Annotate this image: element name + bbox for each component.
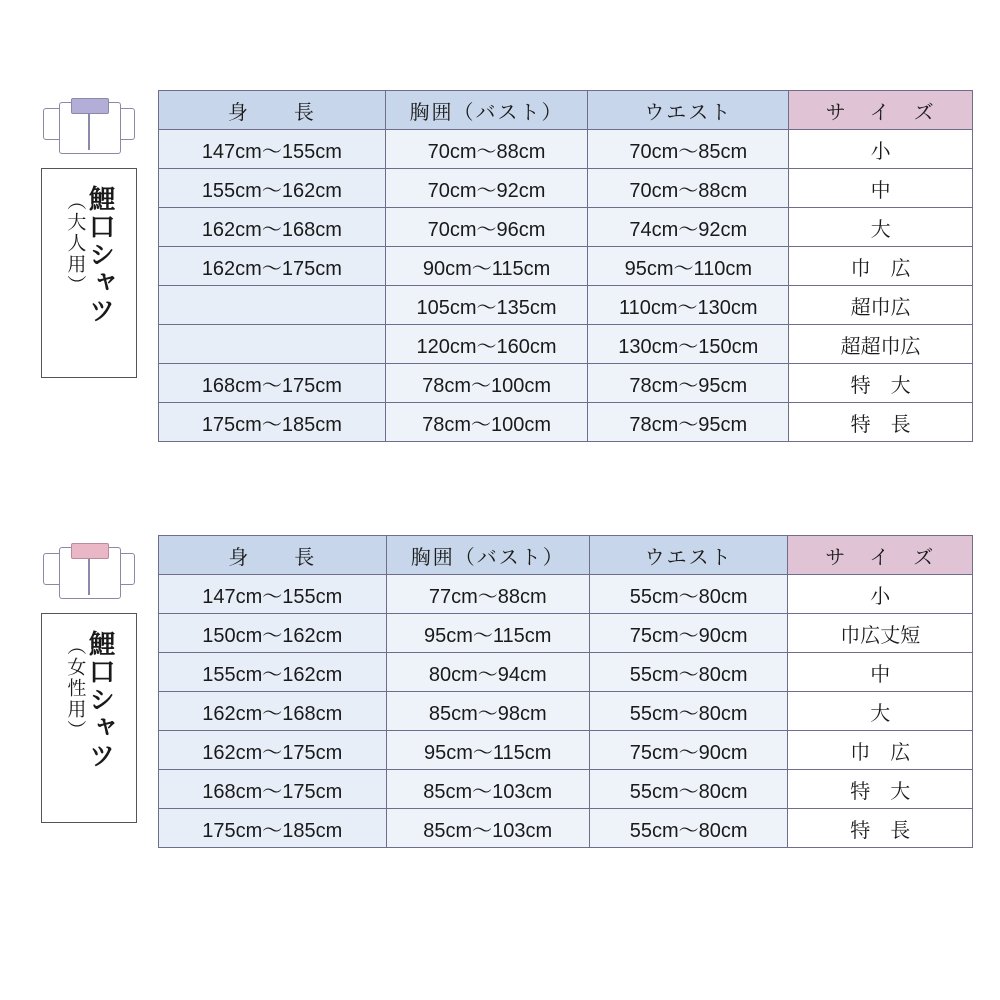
table-row <box>159 286 973 325</box>
cell-bust: 105cm〜135cm <box>385 286 588 325</box>
product-label-women <box>41 613 137 823</box>
product-label-adult <box>41 168 137 378</box>
cell-bust: 80cm〜94cm <box>386 653 589 692</box>
cell-waist: 75cm〜90cm <box>589 731 788 770</box>
cell-height: 162cm〜168cm <box>159 692 387 731</box>
cell-size: 中 <box>788 653 973 692</box>
column-header-size: サ イ ズ <box>788 536 973 575</box>
size-table-adult <box>158 90 973 442</box>
column-header-height: 身 長 <box>159 536 387 575</box>
cell-waist: 74cm〜92cm <box>588 208 789 247</box>
cell-height: 147cm〜155cm <box>159 130 386 169</box>
cell-height: 155cm〜162cm <box>159 169 386 208</box>
cell-waist: 55cm〜80cm <box>589 809 788 848</box>
cell-size: 巾 広 <box>788 731 973 770</box>
cell-bust: 70cm〜96cm <box>385 208 588 247</box>
cell-size: 大 <box>789 208 973 247</box>
shirt-placket <box>88 555 90 595</box>
column-header-bust: 胸囲（バスト） <box>385 91 588 130</box>
cell-size: 超巾広 <box>789 286 973 325</box>
table-row <box>159 731 973 770</box>
table-row <box>159 653 973 692</box>
cell-waist: 55cm〜80cm <box>589 575 788 614</box>
cell-size: 超超巾広 <box>789 325 973 364</box>
column-header-bust: 胸囲（バスト） <box>386 536 589 575</box>
column-header-waist: ウエスト <box>588 91 789 130</box>
cell-size: 小 <box>789 130 973 169</box>
table-row <box>159 575 973 614</box>
cell-waist: 70cm〜85cm <box>588 130 789 169</box>
cell-size: 中 <box>789 169 973 208</box>
koiguchi-shirt-icon-women <box>43 543 135 599</box>
koiguchi-shirt-icon-adult <box>43 98 135 154</box>
cell-height: 155cm〜162cm <box>159 653 387 692</box>
table-row <box>159 247 973 286</box>
cell-height-empty <box>159 325 386 364</box>
cell-waist: 55cm〜80cm <box>589 653 788 692</box>
cell-bust: 85cm〜103cm <box>386 770 589 809</box>
cell-size: 大 <box>788 692 973 731</box>
cell-size: 特 大 <box>789 364 973 403</box>
cell-height: 175cm〜185cm <box>159 403 386 442</box>
cell-bust: 120cm〜160cm <box>385 325 588 364</box>
cell-bust: 95cm〜115cm <box>386 614 589 653</box>
table-row <box>159 692 973 731</box>
product-name-women: 鯉口シャツ <box>85 630 116 770</box>
cell-waist: 95cm〜110cm <box>588 247 789 286</box>
cell-height: 168cm〜175cm <box>159 364 386 403</box>
cell-waist: 110cm〜130cm <box>588 286 789 325</box>
label-column-women <box>34 535 144 823</box>
cell-size: 特 長 <box>788 809 973 848</box>
cell-waist: 78cm〜95cm <box>588 364 789 403</box>
cell-size: 小 <box>788 575 973 614</box>
cell-bust: 95cm〜115cm <box>386 731 589 770</box>
column-header-size: サ イ ズ <box>789 91 973 130</box>
cell-size: 巾広丈短 <box>788 614 973 653</box>
column-header-height: 身 長 <box>159 91 386 130</box>
cell-height: 150cm〜162cm <box>159 614 387 653</box>
column-header-waist: ウエスト <box>589 536 788 575</box>
cell-waist: 70cm〜88cm <box>588 169 789 208</box>
size-table-women <box>158 535 973 848</box>
table-row <box>159 809 973 848</box>
product-name-adult: 鯉口シャツ <box>85 185 116 325</box>
cell-bust: 78cm〜100cm <box>385 364 588 403</box>
table-row <box>159 770 973 809</box>
cell-height: 162cm〜175cm <box>159 731 387 770</box>
table-row <box>159 169 973 208</box>
cell-waist: 75cm〜90cm <box>589 614 788 653</box>
table-row <box>159 364 973 403</box>
cell-waist: 78cm〜95cm <box>588 403 789 442</box>
table-row <box>159 403 973 442</box>
shirt-collar <box>71 98 109 114</box>
cell-bust: 70cm〜92cm <box>385 169 588 208</box>
cell-waist: 55cm〜80cm <box>589 692 788 731</box>
cell-size: 巾 広 <box>789 247 973 286</box>
product-variant-women: （女性用） <box>64 636 86 741</box>
cell-waist: 55cm〜80cm <box>589 770 788 809</box>
cell-size: 特 長 <box>789 403 973 442</box>
label-column-adult <box>34 90 144 378</box>
table-row <box>159 130 973 169</box>
table-header-row <box>159 91 973 130</box>
cell-height: 162cm〜175cm <box>159 247 386 286</box>
cell-height: 147cm〜155cm <box>159 575 387 614</box>
cell-height: 162cm〜168cm <box>159 208 386 247</box>
cell-bust: 70cm〜88cm <box>385 130 588 169</box>
cell-bust: 85cm〜98cm <box>386 692 589 731</box>
cell-height: 168cm〜175cm <box>159 770 387 809</box>
table-row <box>159 208 973 247</box>
cell-bust: 77cm〜88cm <box>386 575 589 614</box>
shirt-placket <box>88 110 90 150</box>
table-header-row <box>159 536 973 575</box>
table-row <box>159 614 973 653</box>
cell-bust: 85cm〜103cm <box>386 809 589 848</box>
cell-waist: 130cm〜150cm <box>588 325 789 364</box>
cell-bust: 90cm〜115cm <box>385 247 588 286</box>
cell-height: 175cm〜185cm <box>159 809 387 848</box>
shirt-collar <box>71 543 109 559</box>
product-variant-adult: （大人用） <box>64 191 86 296</box>
cell-height-empty <box>159 286 386 325</box>
cell-size: 特 大 <box>788 770 973 809</box>
table-row <box>159 325 973 364</box>
cell-bust: 78cm〜100cm <box>385 403 588 442</box>
